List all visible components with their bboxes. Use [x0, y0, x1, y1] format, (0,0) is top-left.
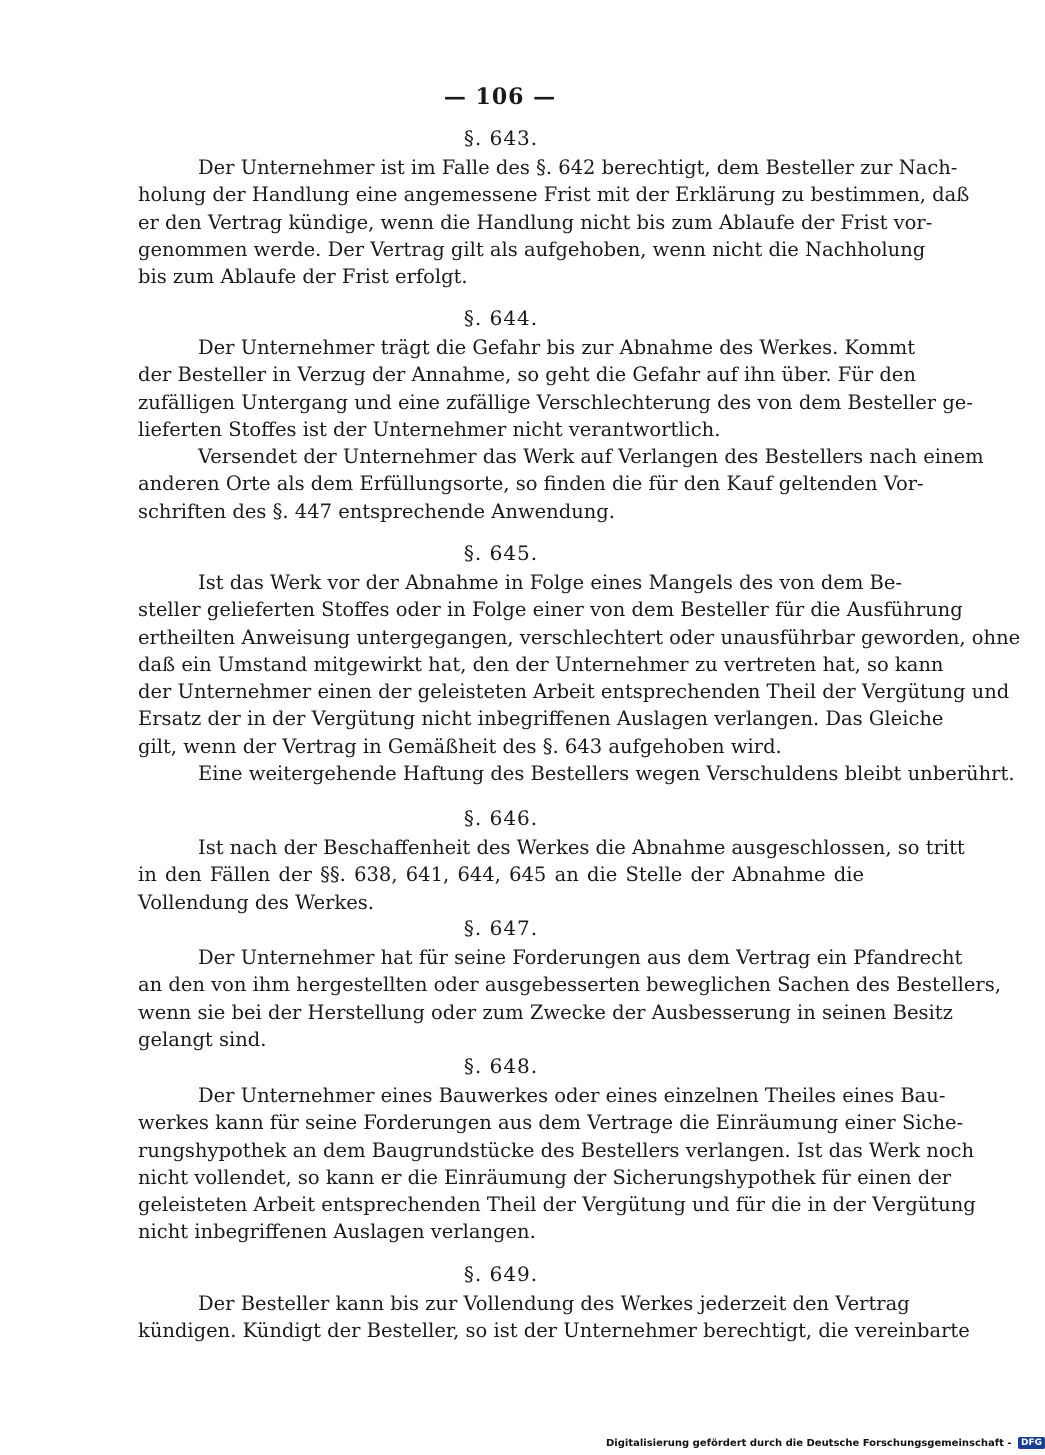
dfg-logo: DFG [1018, 1437, 1045, 1449]
text-line: gelangt sind. [138, 1027, 267, 1051]
text-line: Der Besteller kann bis zur Vollendung des Werkes jederzeit den Vertrag [198, 1292, 910, 1315]
text-line: Versendet der Unternehmer das Werk auf Verlangen des Bestellers nach einem [198, 445, 984, 469]
section-heading: §. 644. [463, 306, 539, 330]
text-line: kündigen. Kündigt der Besteller, so ist der Unternehmer berechtigt, die vereinbarte [138, 1319, 970, 1343]
text-line: Der Unternehmer hat für seine Forderungen aus dem Vertrag ein Pfandrecht [198, 946, 963, 969]
section-7 [138, 1258, 970, 1345]
text-line: bis zum Ablaufe der Frist erfolgt. [138, 265, 468, 289]
paragraph [138, 334, 973, 443]
section-heading: §. 645. [463, 541, 539, 565]
paragraph [138, 834, 965, 916]
text-line: Ist das Werk vor der Abnahme in Folge eines Mangels des von dem Be- [198, 571, 903, 594]
text-line: wenn sie bei der Herstellung oder zum Zwecke der Ausbesserung in seinen Besitz [138, 1000, 953, 1024]
paragraph [138, 1290, 970, 1345]
footer-text: Digitalisierung gefördert durch die Deutsche Forschungsgemeinschaft - [606, 1438, 1012, 1449]
text-line: Eine weitergehende Haftung des Bestellers wegen Verschuldens bleibt unberührt. [198, 762, 1015, 786]
text-line: steller gelieferten Stoffes oder in Folge einer von dem Besteller für die Ausführung [138, 598, 963, 622]
text-line: er den Vertrag kündige, wenn die Handlung nicht bis zum Ablaufe der Frist vor- [138, 210, 933, 234]
text-line: ertheilten Anweisung untergegangen, verschlechtert oder unausführbar geworden, ohne [138, 625, 1021, 649]
section-heading: §. 643. [463, 126, 539, 150]
section-6 [138, 1050, 976, 1246]
text-line: Ist nach der Beschaffenheit des Werkes die Abnahme ausgeschlossen, so tritt [198, 836, 965, 859]
paragraph [138, 443, 984, 525]
section-heading: §. 647. [463, 916, 539, 940]
section-4 [138, 802, 965, 916]
text-line: gilt, wenn der Vertrag in Gemäßheit des §. 643 aufgehoben wird. [138, 734, 782, 758]
text-line: anderen Orte als dem Erfüllungsorte, so finden die für den Kauf geltenden Vor- [138, 472, 924, 496]
text-line: Ersatz der in der Vergütung nicht inbegriffenen Auslagen verlangen. Das Gleiche [138, 707, 944, 731]
text-line: geleisteten Arbeit entsprechenden Theil der Vergütung und für die in der Vergütung [138, 1193, 976, 1217]
text-line: Der Unternehmer trägt die Gefahr bis zur Abnahme des Werkes. Kommt [198, 336, 916, 359]
page-number: — 106 — [443, 84, 557, 110]
text-line: Der Unternehmer eines Bauwerkes oder eines einzelnen Theiles eines Bau- [198, 1084, 946, 1107]
section-5 [138, 912, 1001, 1053]
paragraph [138, 944, 1001, 1053]
text-line: genommen werde. Der Vertrag gilt als aufgehoben, wenn nicht die Nachholung [138, 237, 926, 261]
paragraph [138, 1082, 976, 1246]
text-line: nicht vollendet, so kann er die Einräumung der Sicherungshypothek für einen der [138, 1165, 952, 1189]
digitization-credit [606, 1437, 1045, 1449]
text-line: schriften des §. 447 entsprechende Anwendung. [138, 499, 615, 523]
text-line: der Besteller in Verzug der Annahme, so geht die Gefahr auf ihn über. Für den [138, 363, 916, 387]
section-2 [138, 302, 984, 525]
section-heading: §. 649. [463, 1262, 539, 1286]
section-3 [138, 537, 1021, 787]
text-line: zufälligen Untergang und eine zufällige Verschlechterung des von dem Besteller ge- [138, 390, 973, 414]
text-line: in den Fällen der §§. 638, 641, 644, 645 an die Stelle der Abnahme die [138, 863, 864, 887]
section-1 [138, 122, 970, 290]
section-heading: §. 646. [463, 806, 539, 830]
text-line: der Unternehmer einen der geleisteten Arbeit entsprechenden Theil der Vergütung und [138, 680, 1010, 704]
text-line: nicht inbegriffenen Auslagen verlangen. [138, 1220, 536, 1244]
text-line: Der Unternehmer ist im Falle des §. 642 berechtigt, dem Besteller zur Nach- [198, 156, 958, 179]
paragraph [138, 760, 1015, 787]
text-line: an den von ihm hergestellten oder ausgebesserten beweglichen Sachen des Bestellers, [138, 973, 1001, 997]
text-line: rungshypothek an dem Baugrundstücke des Bestellers verlangen. Ist das Werk noch [138, 1138, 975, 1162]
text-line: holung der Handlung eine angemessene Frist mit der Erklärung zu bestimmen, daß [138, 183, 970, 207]
text-line: daß ein Umstand mitgewirkt hat, den der Unternehmer zu vertreten hat, so kann [138, 652, 944, 676]
paragraph [138, 154, 970, 290]
section-heading: §. 648. [463, 1054, 539, 1078]
text-line: Vollendung des Werkes. [138, 890, 374, 914]
text-line: werkes kann für seine Forderungen aus dem Vertrage die Einräumung einer Siche- [138, 1111, 964, 1135]
paragraph [138, 569, 1021, 760]
text-line: lieferten Stoffes ist der Unternehmer nicht verantwortlich. [138, 417, 721, 441]
